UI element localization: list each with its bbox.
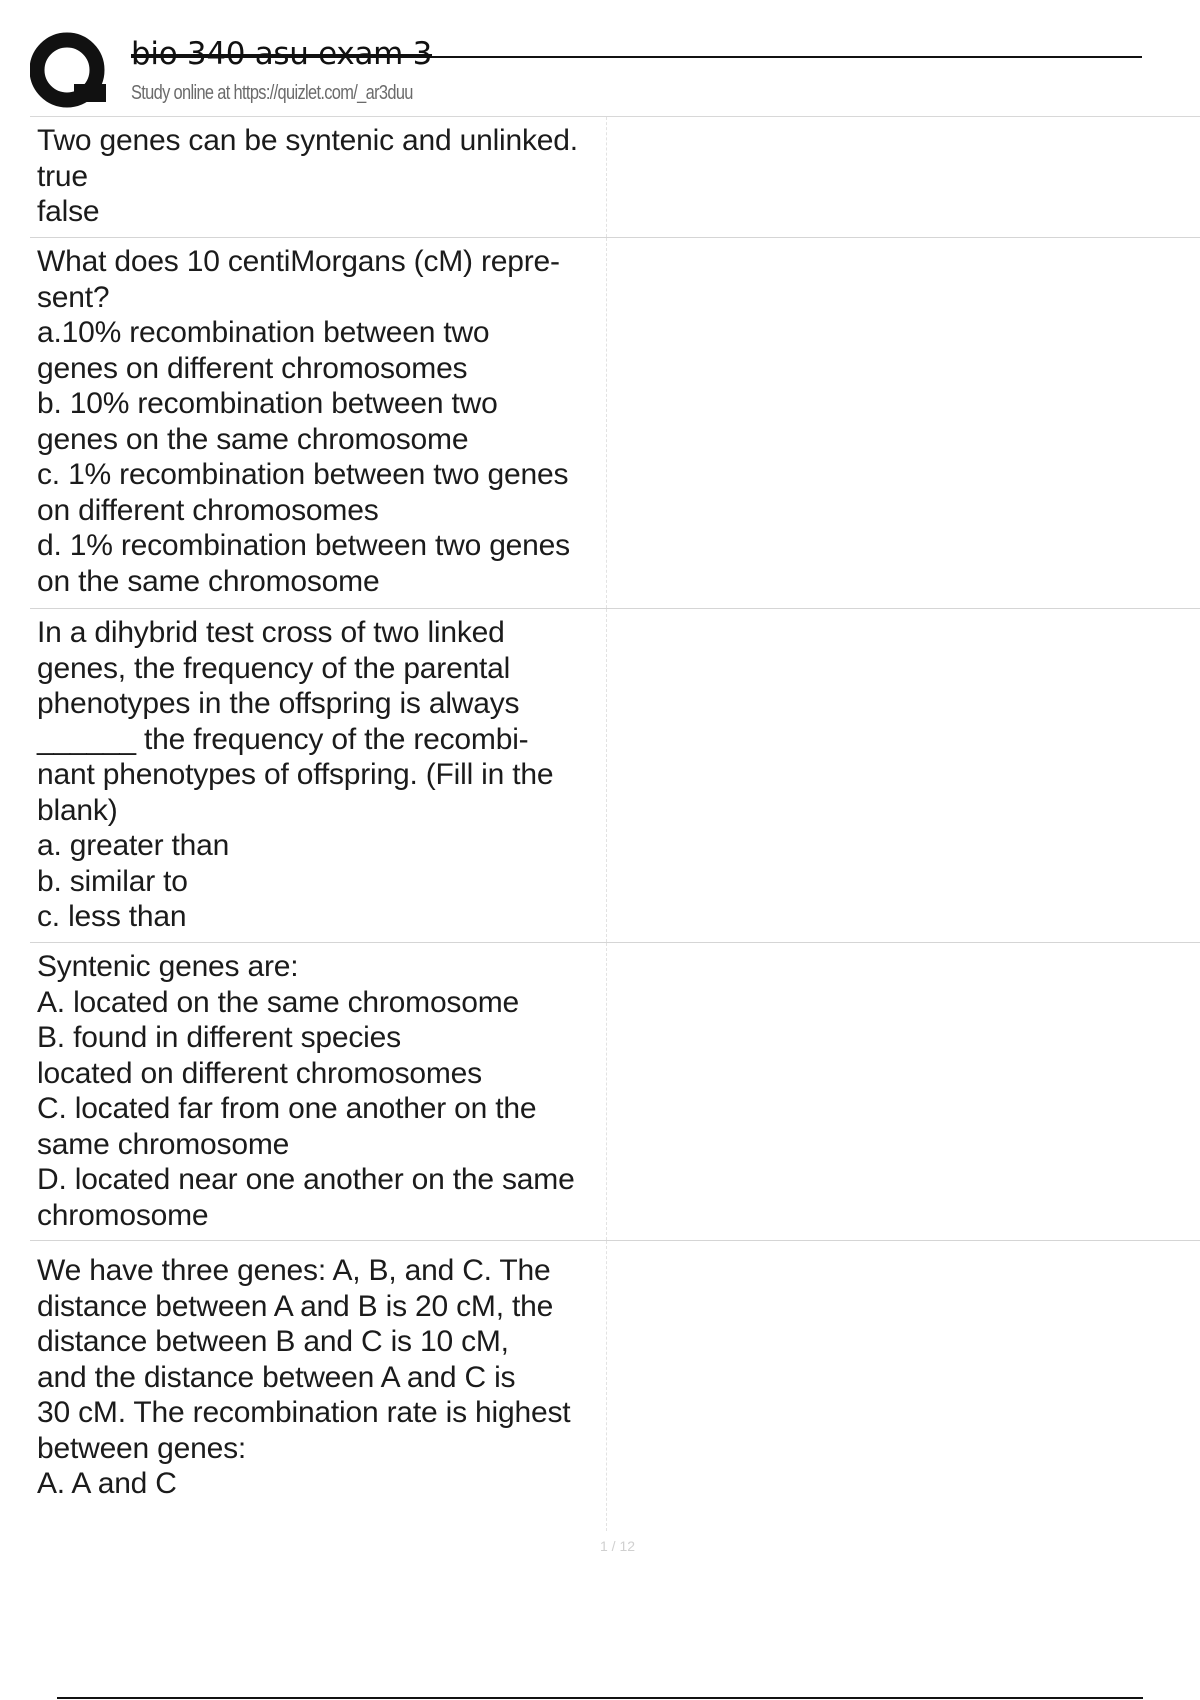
term-line: What does 10 centiMorgans (cM) repre- bbox=[37, 245, 560, 278]
document-title: bio 340 asu exam 3 bbox=[131, 36, 433, 72]
term-line: Syntenic genes are: bbox=[37, 950, 299, 983]
study-online-link[interactable]: Study online at https://quizlet.com/_ar3duu bbox=[131, 82, 413, 104]
flashcard-definition bbox=[607, 1241, 1200, 1531]
term-line: c. less than bbox=[37, 900, 187, 933]
term-line: C. located far from one another on the bbox=[37, 1092, 537, 1125]
quizlet-logo-icon bbox=[30, 30, 112, 112]
flashcard bbox=[30, 609, 1200, 943]
term-line: genes on the same chromosome bbox=[37, 422, 469, 456]
term-line: and the distance between A and C is bbox=[37, 1360, 516, 1394]
term-line: phenotypes in the offspring is always bbox=[37, 687, 520, 720]
term-line: blank) bbox=[37, 793, 118, 827]
term-line: between genes: bbox=[37, 1431, 247, 1465]
term-line: d. 1% recombination between two genes bbox=[37, 529, 570, 562]
flashcard-definition bbox=[607, 943, 1200, 1240]
term-line: false bbox=[37, 195, 100, 228]
flashcard-definition bbox=[607, 609, 1200, 942]
page-number: 1 / 12 bbox=[600, 1538, 636, 1554]
flashcard-term bbox=[30, 943, 607, 1240]
footer-divider bbox=[57, 1697, 1143, 1699]
flashcard-term bbox=[30, 117, 607, 237]
flashcard-list bbox=[30, 117, 1200, 1531]
term-line: B. found in different species bbox=[37, 1021, 401, 1054]
term-line: a.10% recombination between two bbox=[37, 316, 490, 349]
term-line: chromosome bbox=[37, 1198, 209, 1232]
flashcard-definition bbox=[607, 238, 1200, 608]
term-line: nant phenotypes of offspring. (Fill in the bbox=[37, 758, 554, 791]
flashcard-definition bbox=[607, 117, 1200, 237]
term-line: In a dihybrid test cross of two linked bbox=[37, 616, 505, 649]
term-line: distance between B and C is 10 cM, bbox=[37, 1325, 509, 1358]
flashcard bbox=[30, 943, 1200, 1241]
term-line: genes, the frequency of the parental bbox=[37, 651, 511, 685]
term-line: located on different chromosomes bbox=[37, 1056, 482, 1090]
term-line: true bbox=[37, 159, 88, 193]
term-line: Two genes can be syntenic and unlinked. bbox=[37, 124, 578, 157]
term-line: b. 10% recombination between two bbox=[37, 387, 498, 420]
term-line: A. A and C bbox=[37, 1467, 177, 1500]
term-line: 30 cM. The recombination rate is highest bbox=[37, 1396, 571, 1429]
flashcard bbox=[30, 117, 1200, 238]
term-line: D. located near one another on the same bbox=[37, 1163, 575, 1196]
flashcard-term bbox=[30, 1241, 607, 1531]
flashcard bbox=[30, 1241, 1200, 1531]
term-line: genes on different chromosomes bbox=[37, 351, 468, 385]
term-line: We have three genes: A, B, and C. The bbox=[37, 1254, 551, 1287]
flashcard bbox=[30, 238, 1200, 609]
term-line: on the same chromosome bbox=[37, 564, 380, 598]
term-line: sent? bbox=[37, 280, 110, 314]
page-header bbox=[0, 0, 1200, 118]
term-line: b. similar to bbox=[37, 864, 188, 898]
term-line: same chromosome bbox=[37, 1127, 290, 1161]
term-line: c. 1% recombination between two genes bbox=[37, 458, 569, 491]
term-line: on different chromosomes bbox=[37, 493, 379, 527]
term-line: ______ the frequency of the recombi- bbox=[37, 722, 529, 756]
flashcard-term bbox=[30, 238, 607, 608]
term-line: A. located on the same chromosome bbox=[37, 985, 519, 1019]
term-line: a. greater than bbox=[37, 829, 230, 862]
term-line: distance between A and B is 20 cM, the bbox=[37, 1289, 554, 1323]
flashcard-term bbox=[30, 609, 607, 942]
